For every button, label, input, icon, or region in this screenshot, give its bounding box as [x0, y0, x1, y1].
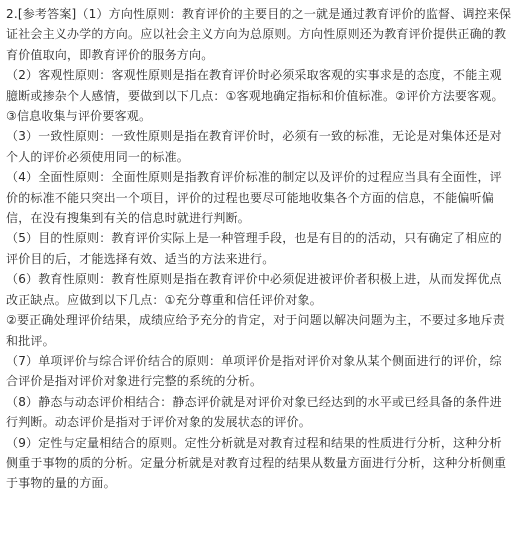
answer-paragraph-1: 2.[参考答案]（1）方向性原则：教育评价的主要目的之一就是通过教育评价的监督、调控来保证社会主义办学的方向。应以社会主义方向为总原则。方向性原则还为教育评价提供正确的教育价值取向，即教育评价的服务方向。: [6, 7, 512, 62]
answer-paragraph-7: ②要正确处理评价结果，成绩应给予充分的肯定，对于问题以解决问题为主，不要过多地斥责和批评。: [6, 313, 505, 348]
answer-paragraph-5: （5）目的性原则：教育评价实际上是一种管理手段，也是有目的的活动，只有确定了相应的评价目的后，才能选择有效、适当的方法来进行。: [6, 231, 502, 266]
answer-paragraph-9: （8）静态与动态评价相结合：静态评价就是对评价对象已经达到的水平或已经具备的条件进行判断。动态评价是指对于评价对象的发展状态的评价。: [6, 394, 502, 430]
answer-paragraph-2: （2）客观性原则：客观性原则是指在教育评价时必须采取客观的实事求是的态度，不能主观臆断或掺杂个人感情，要做到以下几点：①客观地确定指标和价值标准。②评价方法要客观。③信息收集与评价要客观。: [6, 68, 504, 124]
answer-paragraph-8: （7）单项评价与综合评价结合的原则：单项评价是指对评价对象从某个侧面进行的评价，综合评价是指对评价对象进行完整的系统的分析。: [6, 353, 502, 389]
answer-paragraph-3: （3）一致性原则：一致性原则是指在教育评价时，必须有一致的标准，无论是对集体还是对个人的评价必须使用同一的标准。: [6, 129, 502, 164]
answer-paragraph-4: （4）全面性原则：全面性原则是指教育评价标准的制定以及评价的过程应当具有全面性，评价的标准不能只突出一个项目，评价的过程也要尽可能地收集各个方面的信息，不能偏听偏信，在没有搜集到有关的信息时就进行判断。: [6, 170, 502, 226]
answer-paragraph-6: （6）教育性原则：教育性原则是指在教育评价中必须促进被评价者积极上进，从而发挥优点改正缺点。应做到以下几点：①充分尊重和信任评价对象。: [6, 272, 502, 307]
answer-paragraph-10: （9）定性与定量相结合的原则。定性分析就是对教育过程和结果的性质进行分析，这种分析侧重于事物的质的分析。定量分析就是对教育过程的结果从数量方面进行分析，这种分析侧重于事物的量的方面。: [6, 435, 507, 491]
